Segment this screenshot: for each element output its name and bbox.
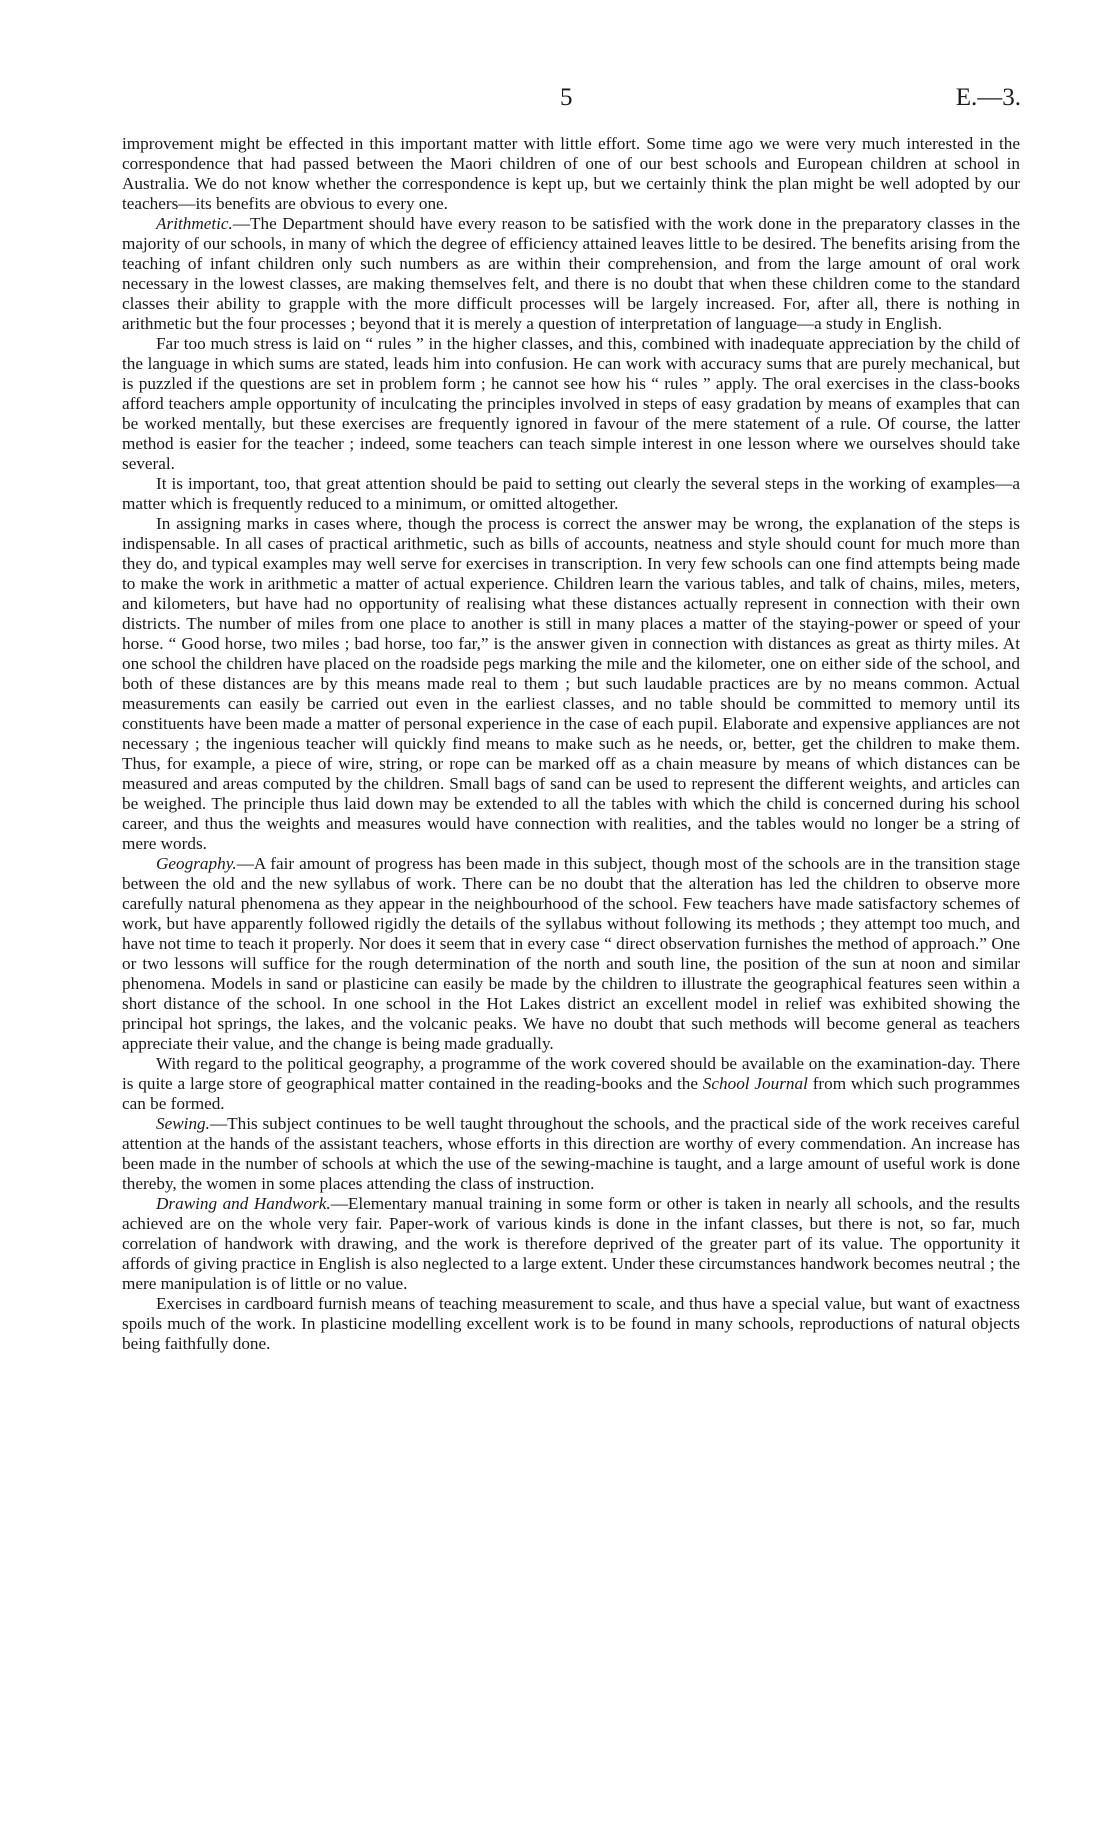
paragraph-political-geography — [122, 1054, 1020, 1114]
page-header — [0, 84, 1114, 114]
paragraph-geography — [122, 854, 1020, 1054]
paragraph-text: —Elementary manual training in some form or other is taken in nearly all schools, and the results achieved are on the whole very fair. Paper-work of various kinds is done in the infant classes, but there is not, so far, much correlation of handwork with drawing, and the work is therefore deprived of the greater part of its value. The opportunity it affords of giving practice in English is also neglected to a large extent. Under these circumstances handwork becomes neutral ; the mere manipulation is of little or no value. — [122, 1194, 1020, 1293]
section-heading-geography: Geography. — [156, 854, 237, 873]
page-number: 5 — [560, 84, 573, 111]
paragraph-text-tail: from which such programmes can be formed. — [122, 1074, 1020, 1113]
paragraph-text: It is important, too, that great attention should be paid to setting out clearly the several steps in the working of examples—a matter which is frequently reduced to a minimum, or omitted altogether. — [122, 474, 1020, 513]
section-heading-sewing: Sewing. — [156, 1114, 210, 1133]
paragraph-drawing-handwork — [122, 1194, 1020, 1294]
journal-title: School Journal — [702, 1074, 808, 1093]
paragraph-text: Exercises in cardboard furnish means of teaching measurement to scale, and thus have a special value, but want of exactness spoils much of the work. In plasticine modelling excellent work is to be found in many schools, reproductions of natural objects being faithfully done. — [122, 1294, 1020, 1353]
paragraph-cardboard — [122, 1294, 1020, 1354]
paragraph-sewing — [122, 1114, 1020, 1194]
paragraph-marks — [122, 514, 1020, 854]
paragraph-steps — [122, 474, 1020, 514]
section-heading-drawing-handwork: Drawing and Handwork. — [156, 1194, 331, 1213]
paragraph-text: —This subject continues to be well taught throughout the schools, and the practical side of the work receives careful attention at the hands of the assistant teachers, whose efforts in this direction are worthy of every commendation. An increase has been made in the number of schools at which the use of the sewing-machine is taught, and a large amount of useful work is done thereby, the women in some places attending the class of instruction. — [122, 1114, 1020, 1193]
section-heading-arithmetic: Arithmetic. — [156, 214, 233, 233]
paragraph-intro — [122, 134, 1020, 214]
body-text — [122, 134, 1020, 1354]
paragraph-text: Far too much stress is laid on “ rules ” in the higher classes, and this, combined with inadequate appreciation by the child of the language in which sums are stated, leads him into confusion. He can work with accuracy sums that are purely mechanical, but is puzzled if the questions are set in problem form ; he cannot see how his “ rules ” apply. The oral exercises in the class-books afford teachers ample opportunity of inculcating the principles involved in steps of easy gradation by means of examples that can be worked mentally, but these exercises are frequently ignored in favour of the mere statement of a rule. Of course, the latter method is easier for the teacher ; indeed, some teachers can teach simple interest in one lesson where we ourselves should take several. — [122, 334, 1020, 473]
paragraph-rules — [122, 334, 1020, 474]
paragraph-text: improvement might be effected in this important matter with little effort. Some time ago we were very much interested in the correspondence that had passed between the Maori children of one of our best schools and European children at school in Australia. We do not know whether the correspondence is kept up, but we certainly think the plan might be well adopted by our teachers—its benefits are obvious to every one. — [122, 134, 1020, 213]
paragraph-text: —A fair amount of progress has been made in this subject, though most of the schools are in the transition stage between the old and the new syllabus of work. There can be no doubt that the alteration has led the children to observe more carefully natural phenomena as they appear in the neighbourhood of the school. Few teachers have made satisfactory schemes of work, but have apparently followed rigidly the details of the syllabus without following its methods ; they attempt too much, and have not time to teach it properly. Nor does it seem that in every case “ direct observation furnishes the method of approach.” One or two lessons will suffice for the rough determination of the north and south line, the position of the sun at noon and similar phenomena. Models in sand or plasticine can easily be made by the children to illustrate the geographical features seen within a short distance of the school. In one school in the Hot Lakes district an excellent model in relief was exhibited showing the principal hot springs, the lakes, and the volcanic peaks. We have no doubt that such methods will become general as teachers appreciate their value, and the change is being made gradually. — [122, 854, 1020, 1053]
paragraph-text: In assigning marks in cases where, though the process is correct the answer may be wrong, the explanation of the steps is indispensable. In all cases of practical arithmetic, such as bills of accounts, neatness and style should count for much more than they do, and typical examples may well serve for exercises in transcription. In very few schools can one find attempts being made to make the work in arithmetic a matter of actual experience. Children learn the various tables, and talk of chains, miles, meters, and kilometers, but have had no opportunity of realising what these distances actually represent in connection with their own districts. The number of miles from one place to another is still in many places a matter of the staying-power or speed of your horse. “ Good horse, two miles ; bad horse, too far,” is the answer given in connection with distances as great as thirty miles. At one school the children have placed on the roadside pegs marking the mile and the kilometer, one on either side of the school, and both of these distances are by this means made real to them ; but such laudable practices are by no means common. Actual measurements can easily be carried out even in the earliest classes, and no table should be committed to memory until its constituents have been made a matter of personal experience in the case of each pupil. Elaborate and expensive appliances are not necessary ; the ingenious teacher will quickly find means to make such as he needs, or, better, get the children to make them. Thus, for example, a piece of wire, string, or rope can be marked off as a chain measure by means of which distances can be measured and areas computed by the children. Small bags of sand can be used to represent the different weights, and articles can be weighed. The principle thus laid down may be extended to all the tables with which the child is concerned during his school career, and thus the weights and measures would have connection with realities, and the tables would no longer be a string of mere words. — [122, 514, 1020, 853]
paragraph-text: —The Department should have every reason to be satisfied with the work done in the preparatory classes in the majority of our schools, in many of which the degree of efficiency attained leaves little to be desired. The benefits arising from the teaching of infant children only such numbers as are within their comprehension, and from the large amount of oral work necessary in the lowest classes, are making themselves felt, and there is no doubt that when these children come to the standard classes their ability to grapple with the more difficult processes will be largely increased. For, after all, there is nothing in arithmetic but the four processes ; beyond that it is merely a question of interpretation of language—a study in English. — [122, 214, 1020, 333]
paragraph-arithmetic — [122, 214, 1020, 334]
paragraph-text: With regard to the political geography, a programme of the work covered should be available on the examination-day. There is quite a large store of geographical matter contained in the reading-books and the — [122, 1054, 1020, 1093]
document-reference: E.—3. — [955, 84, 1021, 111]
